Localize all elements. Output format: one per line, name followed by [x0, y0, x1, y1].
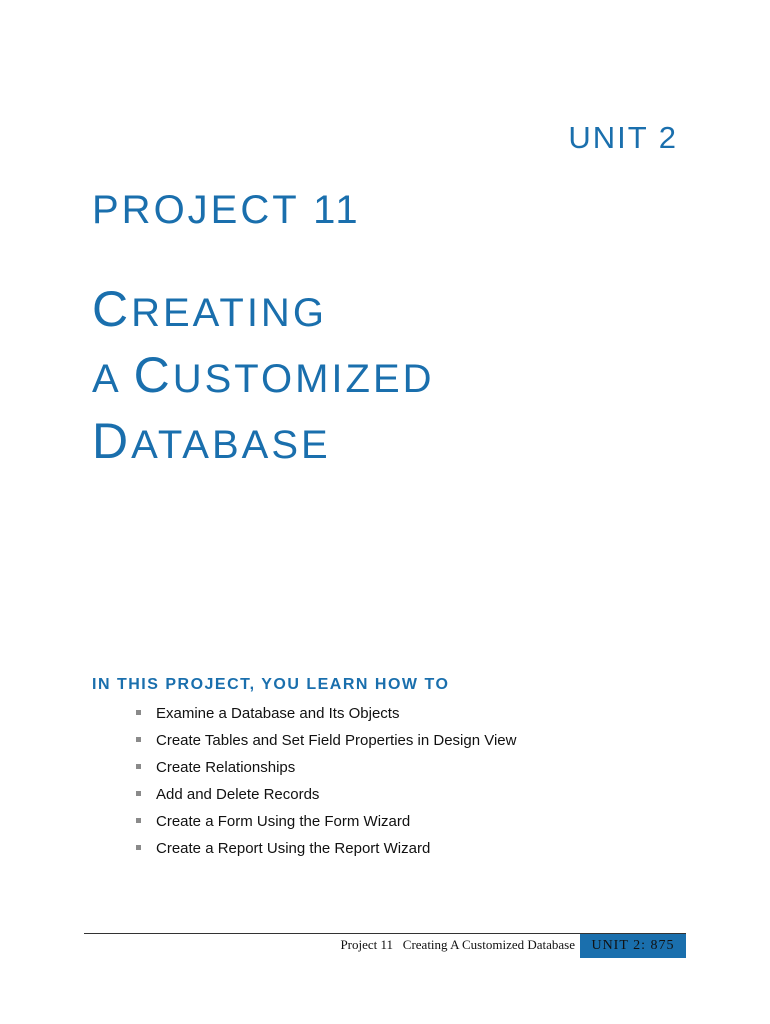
- list-item: [136, 835, 516, 862]
- bullet-icon: [136, 737, 141, 742]
- title-line-2-cap: C: [133, 347, 173, 403]
- list-item: [136, 754, 516, 781]
- page-title: [92, 276, 435, 474]
- title-line-3-rest: ATABASE: [131, 423, 331, 467]
- list-item: [136, 700, 516, 727]
- title-line-3-cap: D: [92, 413, 132, 469]
- bullet-icon: [136, 710, 141, 715]
- list-item-label: Create Tables and Set Field Properties in Design View: [156, 732, 517, 749]
- bullet-icon: [136, 791, 141, 796]
- list-item-label: Create a Form Using the Form Wizard: [156, 813, 411, 830]
- list-item-label: Create a Report Using the Report Wizard: [156, 840, 431, 857]
- title-line-3: [92, 408, 435, 474]
- title-line-1-rest: REATING: [131, 291, 327, 335]
- title-line-2: [92, 342, 435, 408]
- footer-page-badge: UNIT 2: 875: [580, 934, 686, 958]
- title-line-1: [92, 276, 435, 342]
- bullet-icon: [136, 764, 141, 769]
- unit-label: UNIT 2: [568, 120, 678, 155]
- footer-project: [340, 937, 575, 953]
- bullet-icon: [136, 818, 141, 823]
- learn-heading: IN THIS PROJECT, YOU LEARN HOW TO: [92, 676, 450, 693]
- title-line-2-prefix: A: [92, 357, 134, 401]
- list-item: [136, 781, 516, 808]
- list-item-label: Add and Delete Records: [156, 786, 320, 803]
- objectives-list: [136, 700, 516, 862]
- title-line-1-cap: C: [92, 281, 132, 337]
- list-item-label: Examine a Database and Its Objects: [156, 705, 400, 722]
- list-item-label: Create Relationships: [156, 759, 296, 776]
- footer-project-label: Project 11: [340, 937, 394, 952]
- project-label: PROJECT 11: [92, 188, 361, 232]
- list-item: [136, 808, 516, 835]
- title-line-2-rest: USTOMIZED: [172, 357, 435, 401]
- bullet-icon: [136, 845, 141, 850]
- list-item: [136, 727, 516, 754]
- footer-project-title: Creating A Customized Database: [402, 937, 575, 952]
